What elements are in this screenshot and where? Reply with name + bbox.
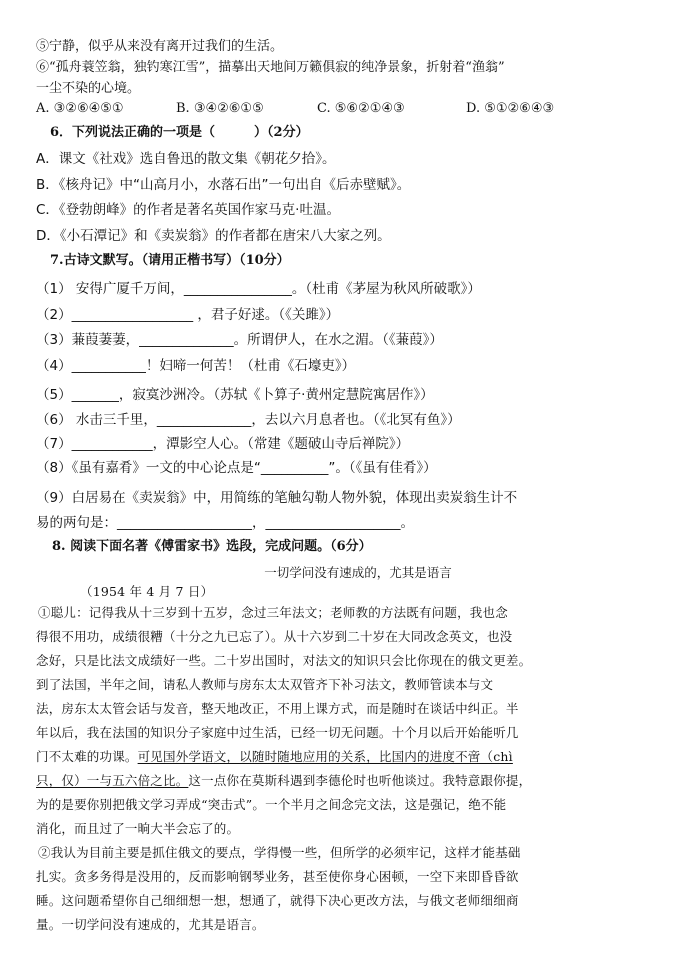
underlined-text: 只，仅）一与五六倍之比。 (36, 773, 189, 788)
answer-option-b: B. ③④②⑥①⑤ (176, 101, 264, 116)
paragraph-line (36, 748, 513, 766)
paragraph-line: 消化，而且过了一晌大半会忘了的。 (36, 821, 240, 836)
option-line-6-cont: 一尘不染的心境。 (36, 81, 141, 96)
question-6-option-a: A．课文《社戏》选自鲁迅的散文集《朝花夕拾》。 (36, 151, 336, 167)
question-7-item-9: （9）白居易在《卖炭翁》中，用简练的笔触勾勒人物外貌，体现出卖炭翁生计不 (36, 490, 518, 506)
question-6-title: 6．下列说法正确的一项是（ ）（2分） (50, 125, 309, 140)
paragraph-line: 念好，只是比法文成绩好一些。二十岁出国时，对法文的知识只会比你现在的俄文更差。 (36, 653, 532, 668)
question-6-option-d: D．《小石潭记》和《卖炭翁》的作者都在唐宋八大家之列。 (36, 228, 391, 244)
underlined-text: 可见国外学语文，以随时随地应用的关系，比国内的进度不啻（chì (137, 749, 513, 764)
paragraph-line: 睡。这问题希望你自己细细想一想，想通了，就得下决心更改方法，与俄文老师细细商 (36, 893, 519, 908)
paragraph-line: 到了法国，半年之间，请私人教师与房东太太双管齐下补习法文，教师管读本与文 (36, 677, 494, 692)
question-7-item-5: （5）_______，寂寞沙洲冷。（苏轼《卜算子·黄州定慧院寓居作》） (36, 387, 434, 403)
plain-text: 这一点你在莫斯科遇到李德伦时也听他谈过。我特意跟你提， (188, 773, 532, 788)
question-7-item-8: （8）《虽有嘉肴》一文的中心论点是“__________”。（《虽有佳肴》） (36, 460, 437, 476)
paragraph-line: 法，房东太太管会话与发音，整天地改正，不用上课方式，而是随时在谈话中纠正。半 (36, 701, 519, 716)
paragraph-line: 年以后，我在法国的知识分子家庭中过生活，已经一切无问题。十个月以后开始能听几 (36, 725, 519, 740)
question-7-item-9-cont: 易的两句是：____________________，____________________。 (36, 515, 414, 531)
paragraph-line: ①聪儿：记得我从十三岁到十五岁，念过三年法文；老师教的方法既有问题，我也念 (38, 605, 508, 620)
paragraph-line: ②我认为目前主要是抓住俄文的要点，学得慢一些，但所学的必须牢记，这样才能基础 (38, 845, 521, 860)
letter-date: （1954 年 4 月 7 日） (80, 584, 214, 599)
question-7-item-4: （4）___________！妇啼一何苦！（杜甫《石壕吏》） (36, 358, 356, 374)
option-line-6: ⑥“孤舟蓑笠翁，独钓寒江雪”，描摹出天地间万籁俱寂的纯净景象，折射着“渔翁” (36, 60, 505, 75)
question-6-option-b: B．《核舟记》中“山高月小，水落石出”一句出自《后赤壁赋》。 (36, 177, 411, 193)
question-7-item-7: （7）____________，潭影空人心。（常建《题破山寺后禅院》） (36, 436, 410, 452)
paragraph-line: 得很不用功，成绩很糟（十分之九已忘了）。从十六岁到二十岁在大同改念英文，也没 (36, 629, 513, 644)
plain-text: 门不太难的功课。 (36, 749, 138, 764)
answer-option-c: C. ⑤⑥②①④③ (317, 101, 405, 116)
paragraph-line: 量。一切学问没有速成的，尤其是语言。 (36, 917, 265, 932)
option-line-5: ⑤宁静，似乎从来没有离开过我们的生活。 (36, 39, 284, 54)
question-7-item-2: （2）__________________ ，君子好逑。（《关雎》） (36, 307, 340, 323)
question-7-item-3: （3）蒹葭萋萋，______________。所谓伊人，在水之湄。（《蒹葭》） (36, 332, 443, 348)
question-7-item-6: （6） 水击三千里，______________，去以六月息者也。（《北冥有鱼》） (36, 412, 461, 428)
paragraph-line (36, 772, 531, 790)
answer-option-a: A. ③②⑥④⑤① (36, 101, 124, 116)
answer-option-d: D. ⑤①②⑥④③ (466, 101, 555, 116)
question-6-option-c: C．《登勃朗峰》的作者是著名英国作家马克·吐温。 (36, 202, 340, 218)
paragraph-line: 为的是要你别把俄文学习弄成“突击式”。一个半月之间念完文法，这是强记，绝不能 (36, 797, 507, 812)
question-7-title: 7.古诗文默写。（请用正楷书写）（10分） (50, 253, 290, 268)
question-7-item-1: （1） 安得广厦千万间，________________。（杜甫《茅屋为秋风所破歌》） (36, 281, 481, 297)
paragraph-line: 扎实。贪多务得是没用的，反而影响钢琴业务，甚至使你身心困顿，一空下来即昏昏欲 (36, 869, 519, 884)
letter-title: 一切学问没有速成的，尤其是语言 (264, 565, 452, 580)
question-8-title: 8. 阅读下面名著《傅雷家书》选段，完成问题。（6分） (52, 539, 372, 554)
